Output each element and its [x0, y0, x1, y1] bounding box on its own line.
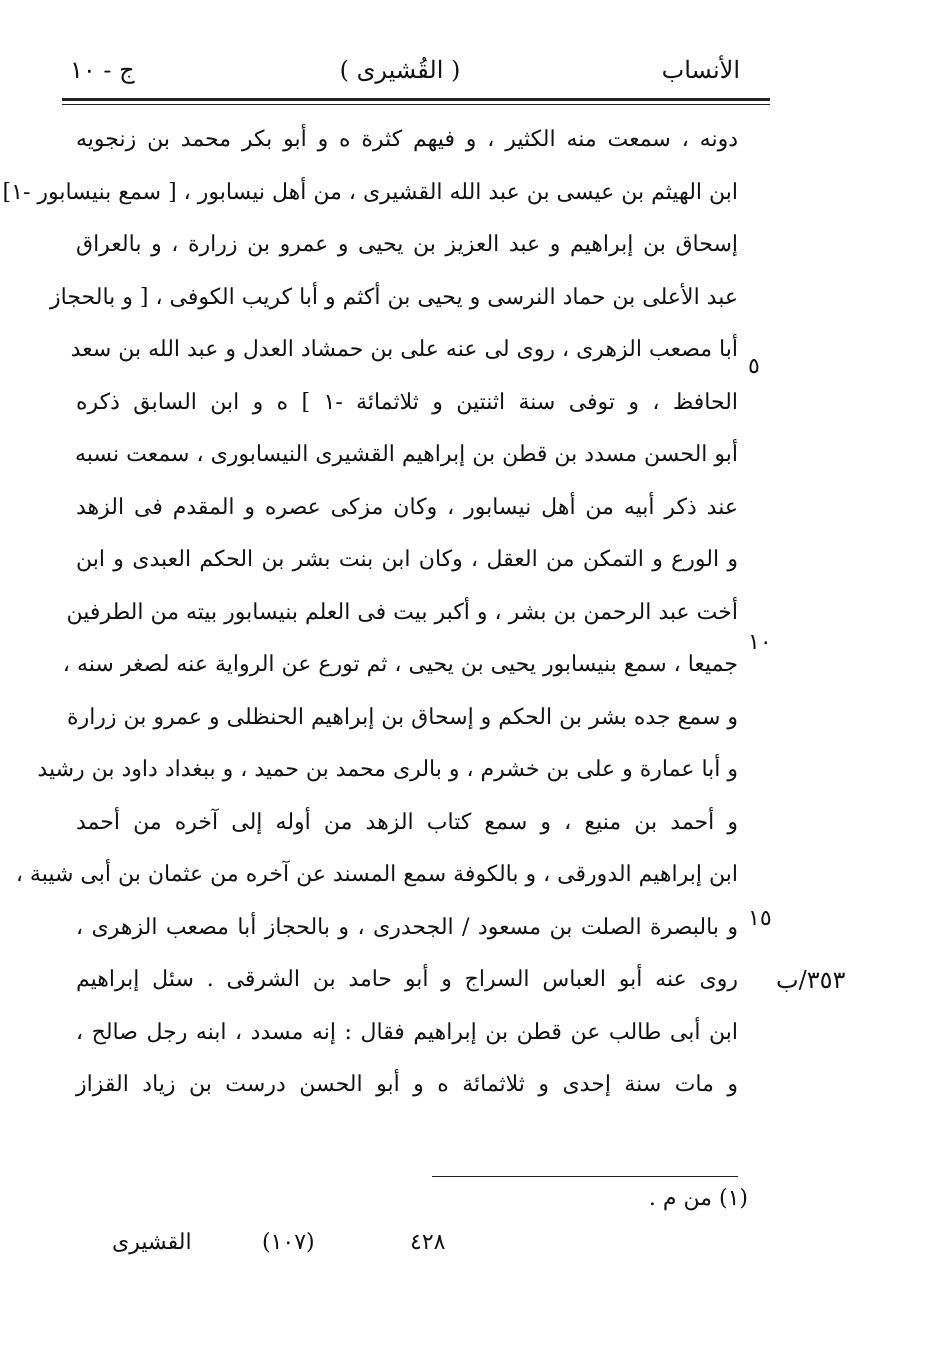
header-entry-title: ( القُشيرى ) [339, 56, 461, 84]
text-line: أبا مصعب الزهرى ، روى لى عنه على بن حمشاد العدل و عبد الله بن سعد [70, 337, 738, 362]
text-line: ابن الهيثم بن عيسى بن عبد الله القشيرى ، من أهل نيسابور ، [ سمع بنيسابور -١] [2, 179, 738, 205]
text-line: عند ذكر أبيه من أهل نيسابور ، وكان مزكى عصره و المقدم فى الزهد [76, 494, 738, 520]
text-line: و سمع جده بشر بن الحكم و إسحاق بن إبراهيم الحنظلى و عمرو بن زرارة [67, 704, 738, 730]
text-line: و الورع و التمكن من العقل ، وكان ابن بنت بشر بن الحكم العبدى و ابن [76, 547, 738, 572]
header-book-title: الأنساب [661, 56, 740, 84]
text-line: ابن أبى طالب عن قطن بن إبراهيم فقال : إنه مسدد ، ابنه رجل صالح ، [76, 1019, 738, 1045]
manuscript-folio-marker: ٣٥٣/ب [776, 966, 846, 994]
running-header [60, 50, 740, 96]
text-line: و أحمد بن منيع ، و سمع كتاب الزهد من أوله إلى آخره من أحمد [76, 809, 738, 835]
footnote-rule [432, 1176, 738, 1177]
line-number-5: ٥ [748, 354, 760, 379]
page-footer [0, 1230, 934, 1270]
text-line: روى عنه أبو العباس السراج و أبو حامد بن الشرقى . سئل إبراهيم [76, 967, 738, 992]
text-line: و بالبصرة الصلت بن مسعود / الجحدرى ، و بالحجاز أبا مصعب الزهرى ، [76, 914, 738, 940]
main-text [2, 114, 738, 1112]
line-number-15: ١٥ [748, 906, 772, 931]
page-number: ٤٢٨ [410, 1230, 446, 1255]
text-line: عبد الأعلى بن حماد النرسى و يحيى بن أكثم و أبا كريب الكوفى ، [ و بالحجاز [50, 284, 738, 310]
header-volume: ج - ١٠ [70, 56, 135, 84]
text-line: دونه ، سمعت منه الكثير ، و فيهم كثرة ه و أبو بكر محمد بن زنجويه [76, 127, 738, 152]
footnote: (١) من م . [648, 1186, 748, 1211]
text-line: و أبا عمارة و على بن خشرم ، و بالرى محمد بن حميد ، و ببغداد داود بن رشيد [37, 757, 738, 782]
footer-entry-word: القشيرى [112, 1230, 192, 1255]
text-line: الحافظ ، و توفى سنة اثنتين و ثلاثمائة -١ ] ه و ابن السابق ذكره [76, 389, 738, 415]
text-line: إسحاق بن إبراهيم و عبد العزيز بن يحيى و عمرو بن زرارة ، و بالعراق [76, 232, 738, 257]
header-rule-thin [62, 104, 770, 105]
line-number-10: ١٠ [748, 630, 772, 655]
text-line: أبو الحسن مسدد بن قطن بن إبراهيم القشيرى النيسابورى ، سمعت نسبه [74, 442, 738, 467]
header-rule-thick [62, 98, 770, 101]
text-line: أخت عبد الرحمن بن بشر ، و أكبر بيت فى العلم بنيسابور بيته من الطرفين [66, 599, 738, 625]
text-line: ابن إبراهيم الدورقى ، و بالكوفة سمع المسند عن آخره من عثمان بن أبى شيبة ، [15, 862, 738, 887]
footer-section-number: (١٠٧) [262, 1230, 315, 1255]
text-line: و مات سنة إحدى و ثلاثمائة ه و أبو الحسن درست بن زياد القزاز [76, 1072, 738, 1097]
text-line: جميعا ، سمع بنيسابور يحيى بن يحيى ، ثم تورع عن الرواية عنه لصغر سنه ، [62, 652, 738, 677]
